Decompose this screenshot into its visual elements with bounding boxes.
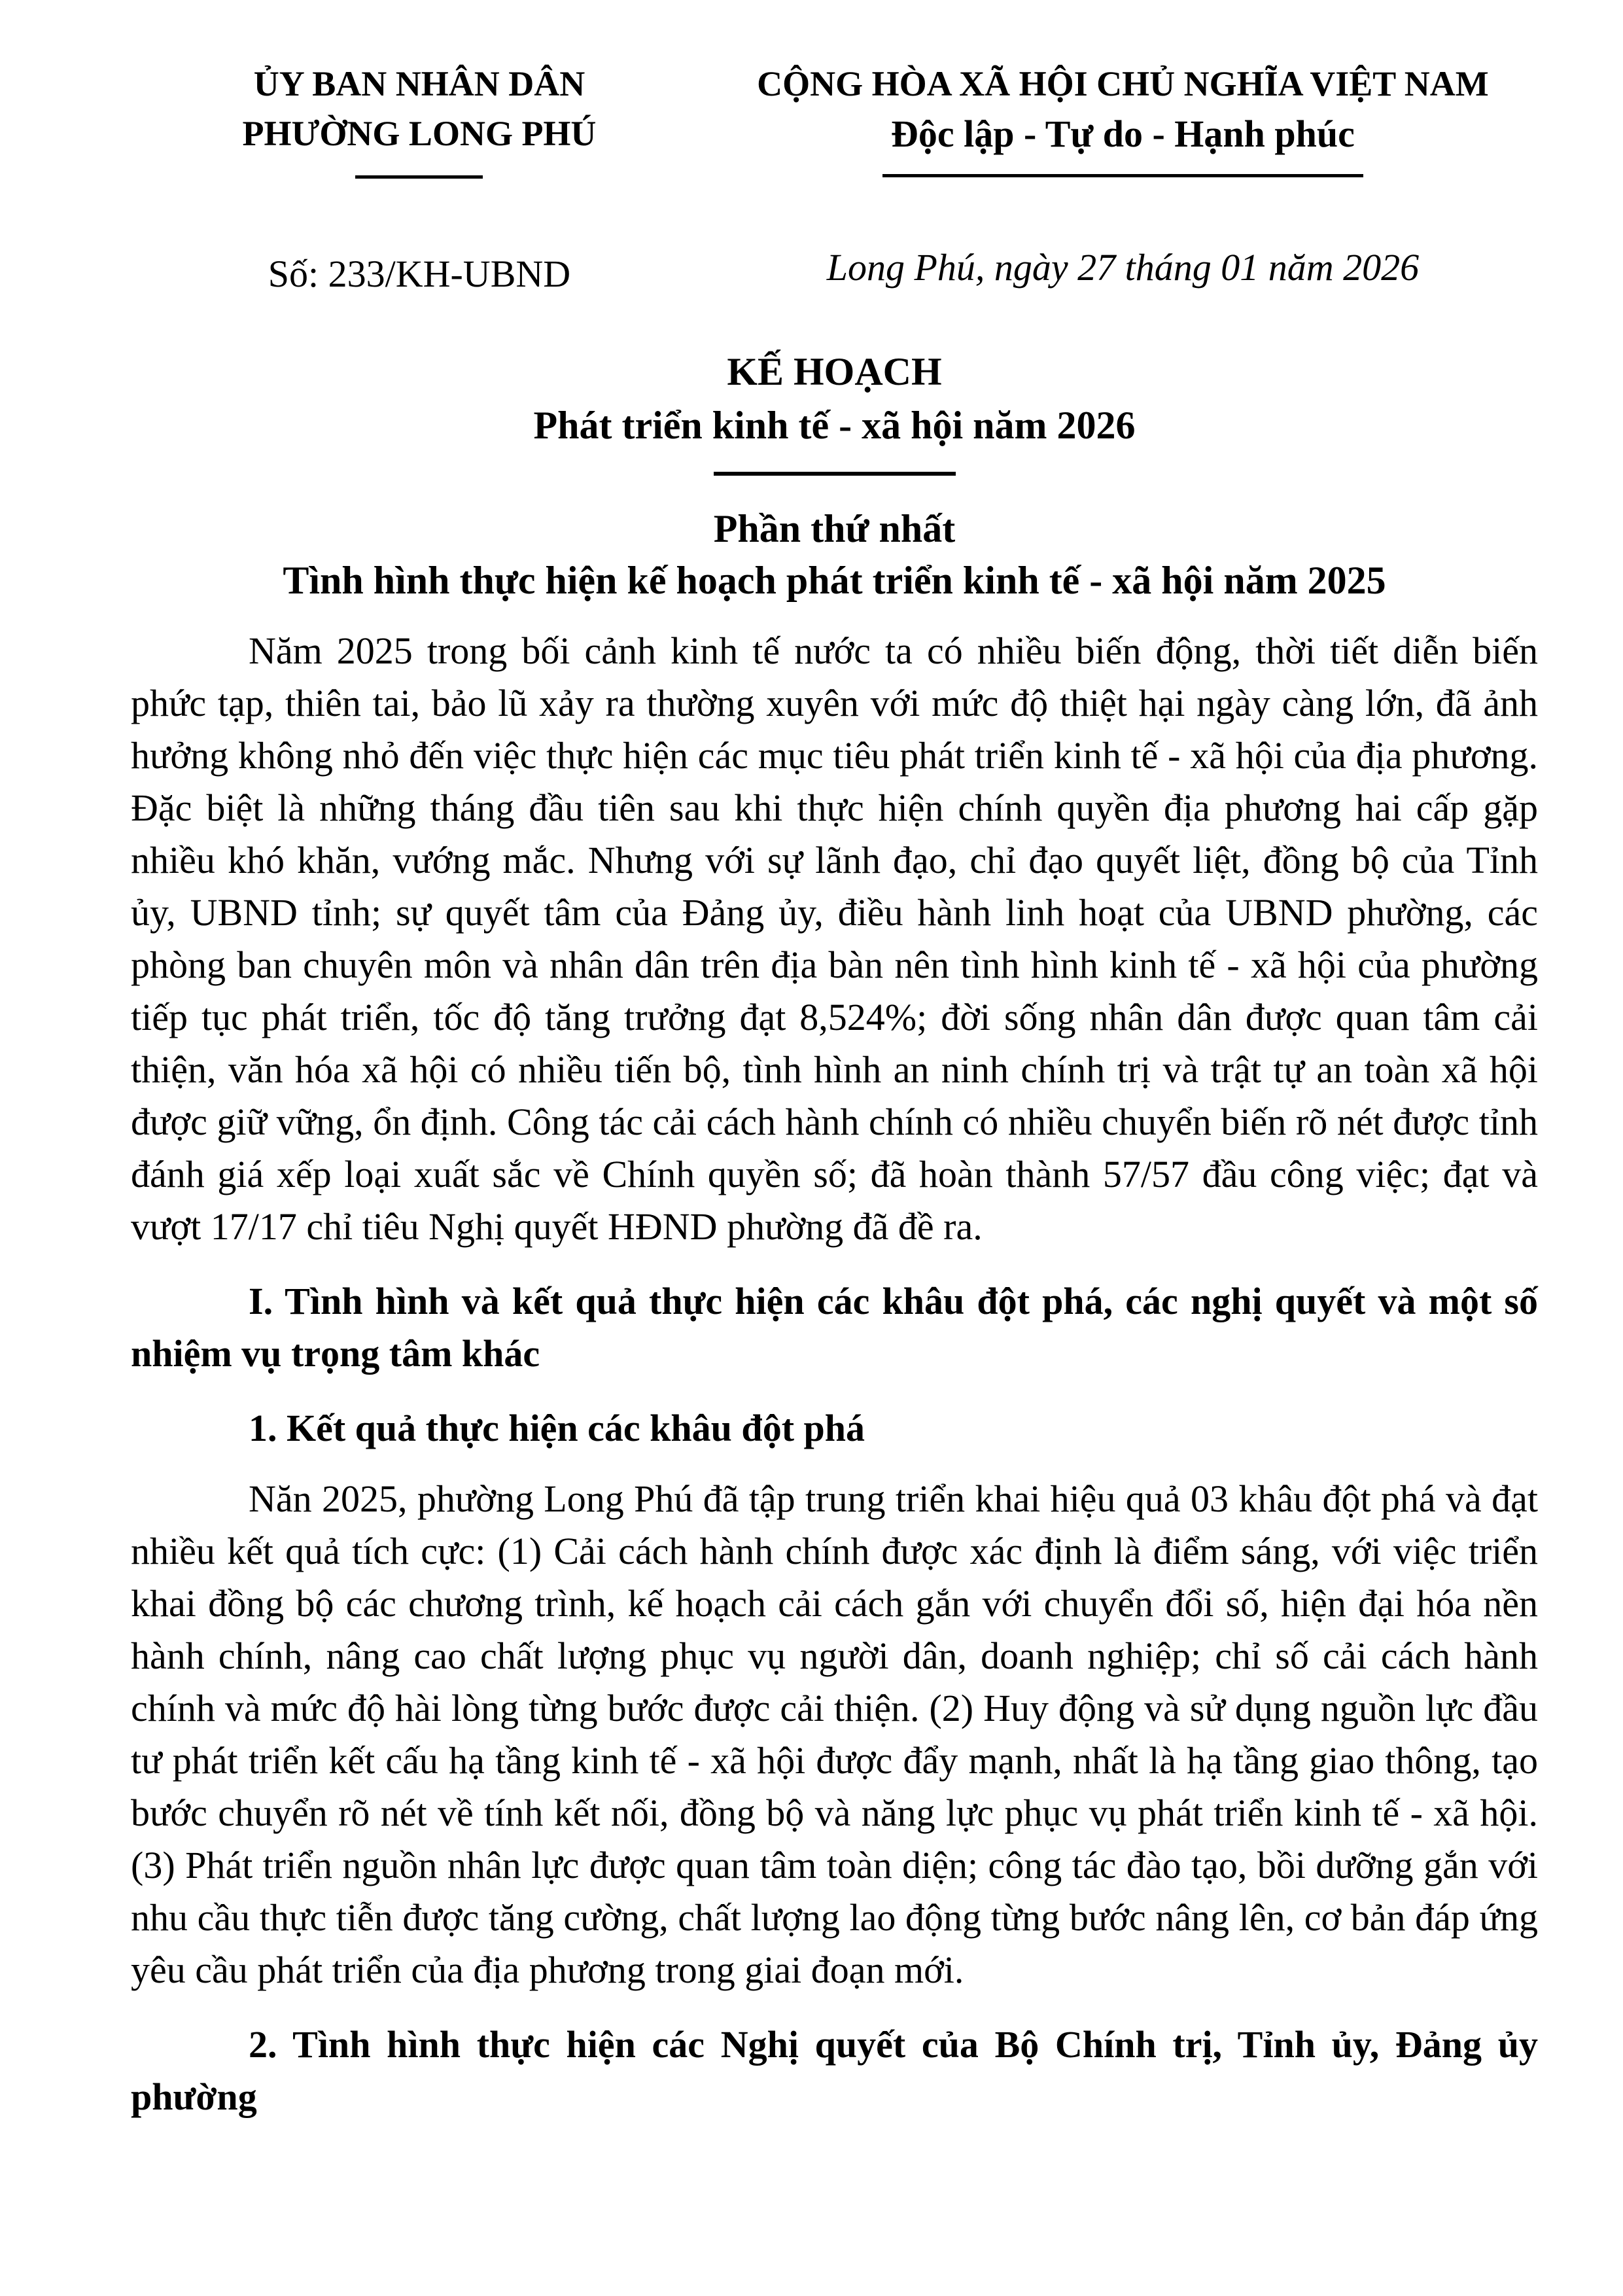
intro-paragraph: Năm 2025 trong bối cảnh kinh tế nước ta có nhiều biến động, thời tiết diễn biến phức tạp, thiên tai, bảo lũ xảy ra thường xuyên với mức độ thiệt hại ngày càng lớn, đã ảnh hưởng không nhỏ đến việc thực hiện các mục tiêu phát triển kinh tế - xã hội của địa phương. Đặc biệt là những tháng đầu tiên sau khi thực hiện chính quyền địa phương hai cấp gặp nhiều khó khăn, vướng mắc. Nhưng với sự lãnh đạo, chỉ đạo quyết liệt, đồng bộ của Tỉnh ủy, UBND tỉnh; sự quyết tâm của Đảng ủy, điều hành linh hoạt của UBND phường, các phòng ban chuyên môn và nhân dân trên địa bàn nên tình hình kinh tế - xã hội của phường tiếp tục phát triển, tốc độ tăng trưởng đạt 8,524%; đời sống nhân dân được quan tâm cải thiện, văn hóa xã hội có nhiều tiến bộ, tình hình an ninh chính trị và trật tự an toàn xã hội được giữ vững, ổn định. Công tác cải cách hành chính có nhiều chuyển biến rõ nét được tỉnh đánh giá xếp loại xuất sắc về Chính quyền số; đã hoàn thành 57/57 đầu công việc; đạt và vượt 17/17 chỉ tiêu Nghị quyết HĐND phường đã đề ra. bbox=[131, 629, 1538, 1248]
doc-title-block bbox=[131, 346, 1538, 476]
doc-subject-title: Phát triển kinh tế - xã hội năm 2026 bbox=[533, 404, 1136, 447]
sub-1-paragraph: Năn 2025, phường Long Phú đã tập trung triển khai hiệu quả 03 khâu đột phá và đạt nhiều kết quả tích cực: (1) Cải cách hành chính được xác định là điểm sáng, với việc triển khai đồng bộ các chương trình, kế hoạch cải cách gắn với chuyển đổi số, hiện đại hóa nền hành chính, nâng cao chất lượng phục vụ người dân, doanh nghiệp; chỉ số cải cách hành chính và mức độ hài lòng từng bước được cải thiện. (2) Huy động và sử dụng nguồn lực đầu tư phát triển kết cấu hạ tầng kinh tế - xã hội được đẩy mạnh, nhất là hạ tầng giao thông, tạo bước chuyển rõ nét về tính kết nối, đồng bộ và năng lực phục vụ phát triển kinh tế - xã hội. (3) Phát triển nguồn nhân lực được quan tâm toàn diện; công tác đào tạo, bồi dưỡng gắn với nhu cầu thực tiễn được tăng cường, chất lượng lao động từng bước nâng lên, cơ bản đáp ứng yêu cầu phát triển của địa phương trong giai đoạn mới. bbox=[131, 1477, 1538, 1991]
doc-type-title: KẾ HOẠCH bbox=[727, 350, 942, 393]
issuer-parent-org: ỦY BAN NHÂN DÂN bbox=[253, 64, 585, 103]
part-title: Tình hình thực hiện kế hoạch phát triển kinh tế - xã hội năm 2025 bbox=[283, 559, 1386, 602]
part-label: Phần thứ nhất bbox=[713, 507, 956, 550]
issuer-divider bbox=[355, 175, 483, 179]
place-date-line: Long Phú, ngày 27 tháng 01 năm 2026 bbox=[826, 246, 1420, 289]
national-title: CỘNG HÒA XÃ HỘI CHỦ NGHĨA VIỆT NAM bbox=[757, 64, 1489, 103]
republic-block bbox=[708, 59, 1538, 292]
document-header bbox=[131, 59, 1538, 299]
sub-2-heading: 2. Tình hình thực hiện các Nghị quyết của Bộ Chính trị, Tỉnh ủy, Đảng ủy phường bbox=[131, 2023, 1538, 2118]
national-motto: Độc lập - Tự do - Hạnh phúc bbox=[890, 113, 1355, 155]
part-heading-block bbox=[131, 503, 1538, 607]
issuer-block bbox=[131, 59, 708, 299]
doc-number: Số: 233/KH-UBND bbox=[268, 253, 571, 295]
issuer-org-name: PHƯỜNG LONG PHÚ bbox=[242, 114, 597, 153]
title-divider bbox=[714, 472, 956, 476]
sub-1-heading: 1. Kết quả thực hiện các khâu đột phá bbox=[249, 1407, 865, 1449]
section-I-heading: I. Tình hình và kết quả thực hiện các khâu đột phá, các nghị quyết và một số nhiệm vụ trọng tâm khác bbox=[131, 1280, 1538, 1375]
motto-divider bbox=[882, 174, 1363, 177]
